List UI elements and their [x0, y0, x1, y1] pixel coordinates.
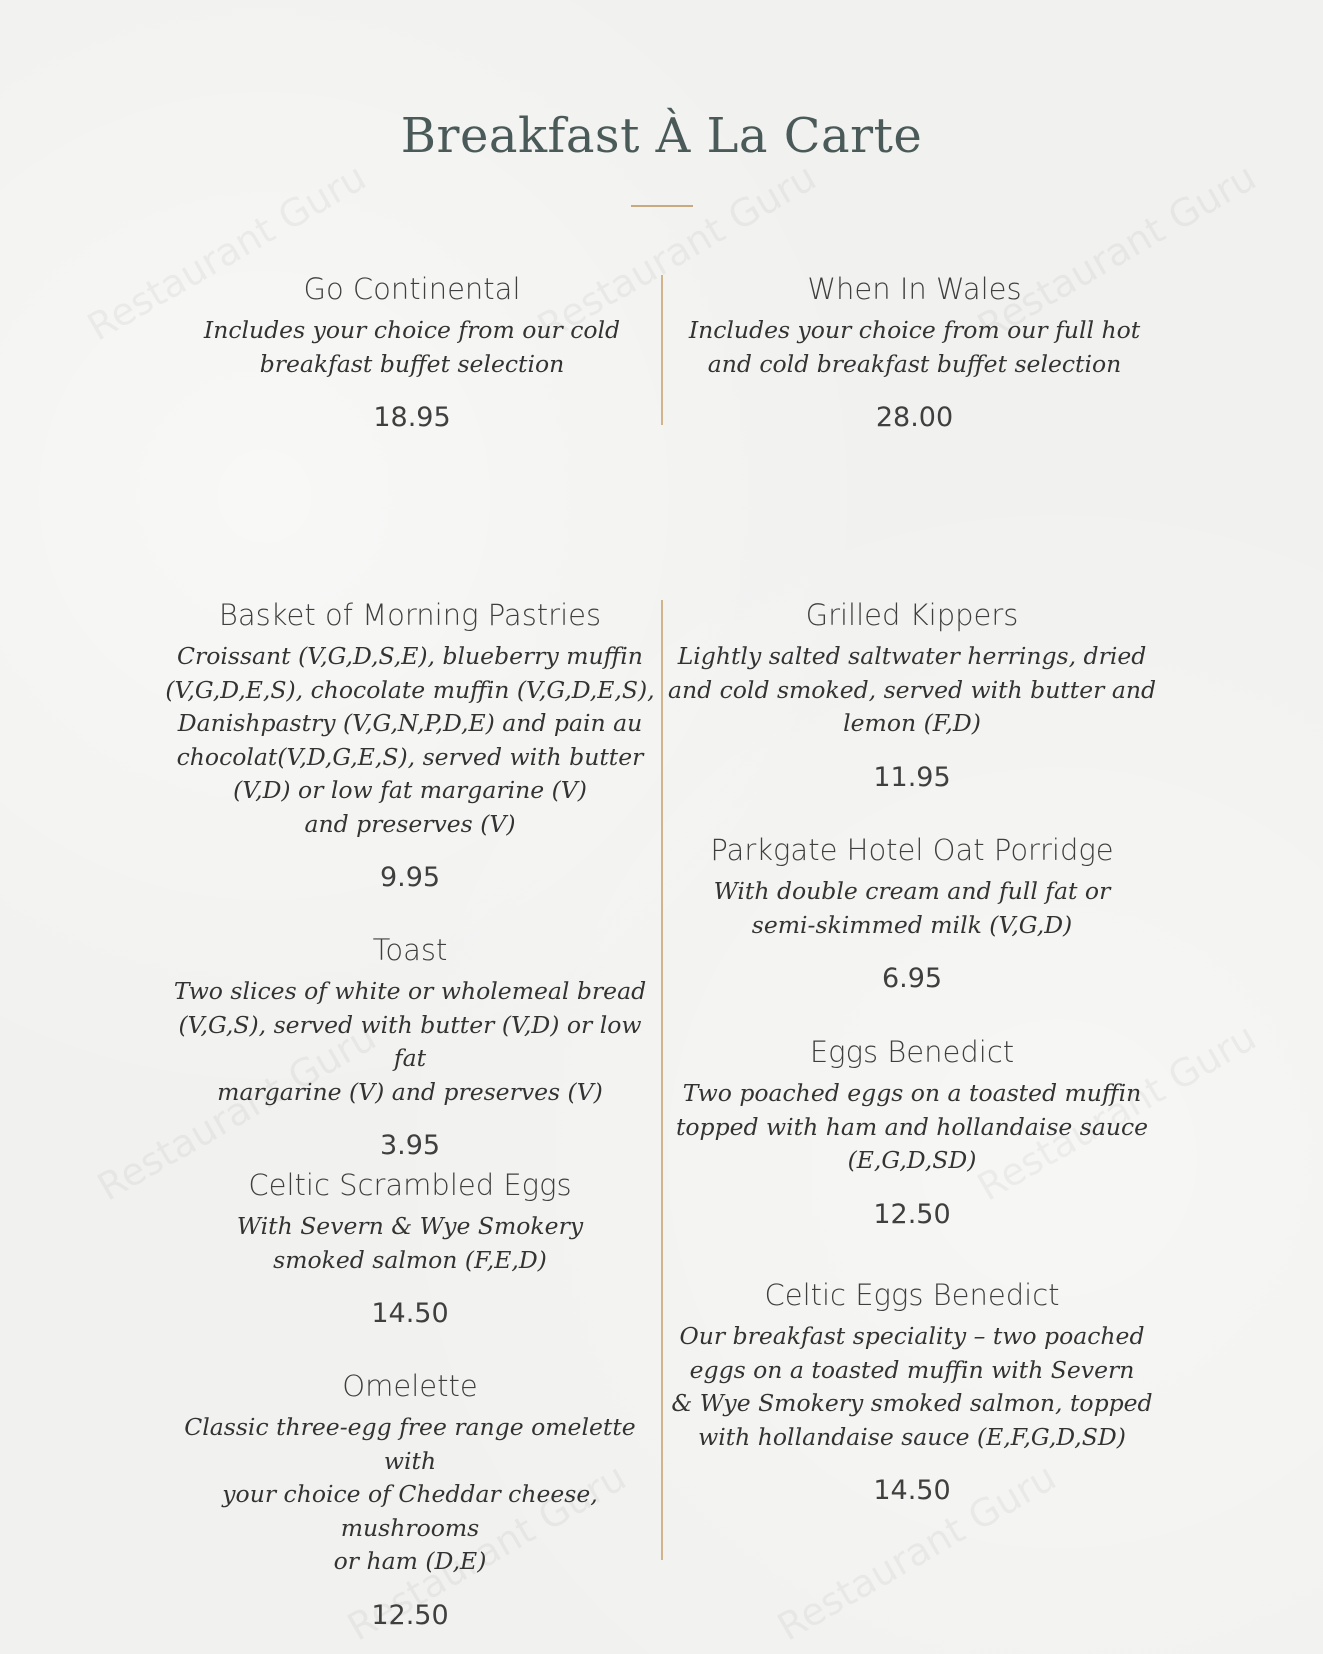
item-price: 28.00 — [875, 402, 954, 433]
item-description: Our breakfast speciality – two poached eggs on a toasted muffin with Severn & Wye Smokery smoked salmon, topped with hollandaise sauce (E,F,G,D,SD) — [671, 1322, 1153, 1451]
item-name: When In Wales — [807, 272, 1022, 306]
item-description: Includes your choice from our full hot and cold breakfast buffet selection — [688, 316, 1141, 378]
item-price: 14.50 — [371, 1298, 449, 1329]
item-name: Celtic Scrambled Eggs — [248, 1168, 572, 1202]
item-description: With Severn & Wye Smokery smoked salmon (F,E,D) — [236, 1212, 584, 1274]
menu-item-omelette — [160, 1367, 660, 1633]
menu-item-celtic-eggs-benedict — [662, 1276, 1162, 1508]
item-name: Go Continental — [303, 272, 521, 306]
item-price: 12.50 — [873, 1198, 951, 1230]
menu-item-pastries — [160, 596, 660, 895]
item-description: Two poached eggs on a toasted muffin topped with ham and hollandaise sauce (E,G,D,SD) — [675, 1079, 1149, 1174]
item-price: 6.95 — [881, 963, 943, 994]
menu-item-oat-porridge — [662, 831, 1162, 996]
item-description: Croissant (V,G,D,S,E), blueberry muffin (V,G,D,E,S), chocolate muffin (V,G,D,E,S), Danishpastry (V,G,N,P,D,E) and pain au chocolat(V,D,G,E,S), served with butter (V,D) or low fat margarine (V) and preserves (V) — [165, 642, 655, 838]
item-name: Grilled Kippers — [805, 598, 1019, 632]
item-name: Parkgate Hotel Oat Porridge — [710, 833, 1114, 867]
item-name: Eggs Benedict — [809, 1035, 1015, 1069]
item-price: 18.95 — [373, 402, 451, 433]
menu-item-scrambled-eggs — [160, 1166, 660, 1331]
menu-item-when-in-wales — [662, 270, 1167, 435]
item-description: Includes your choice from our cold breakfast buffet selection — [203, 316, 621, 378]
item-price: 12.50 — [371, 1599, 449, 1631]
menu-item-go-continental — [162, 270, 662, 435]
item-name: Toast — [372, 933, 448, 967]
item-price: 11.95 — [873, 761, 951, 793]
title-divider — [631, 205, 693, 207]
item-name: Basket of Morning Pastries — [218, 598, 602, 632]
menu-item-eggs-benedict — [662, 1033, 1162, 1232]
item-description: With double cream and full fat or semi-skimmed milk (V,G,D) — [713, 877, 1111, 939]
item-description: Classic three-egg free range omelette with your choice of Cheddar cheese, mushrooms or ham (D,E) — [184, 1413, 636, 1575]
item-description: Lightly salted saltwater herrings, dried and cold smoked, served with butter and lemon (F,D) — [667, 642, 1157, 737]
page-title: Breakfast À La Carte — [400, 108, 923, 164]
item-name: Omelette — [342, 1369, 478, 1403]
item-description: Two slices of white or wholemeal bread (V,G,S), served with butter (V,D) or low fat margarine (V) and preserves (V) — [173, 977, 647, 1106]
item-price: 14.50 — [873, 1475, 951, 1506]
menu-item-toast — [160, 931, 660, 1163]
item-price: 9.95 — [379, 862, 441, 893]
item-name: Celtic Eggs Benedict — [764, 1278, 1060, 1312]
menu-item-grilled-kippers — [662, 596, 1162, 795]
item-price: 3.95 — [379, 1130, 441, 1161]
